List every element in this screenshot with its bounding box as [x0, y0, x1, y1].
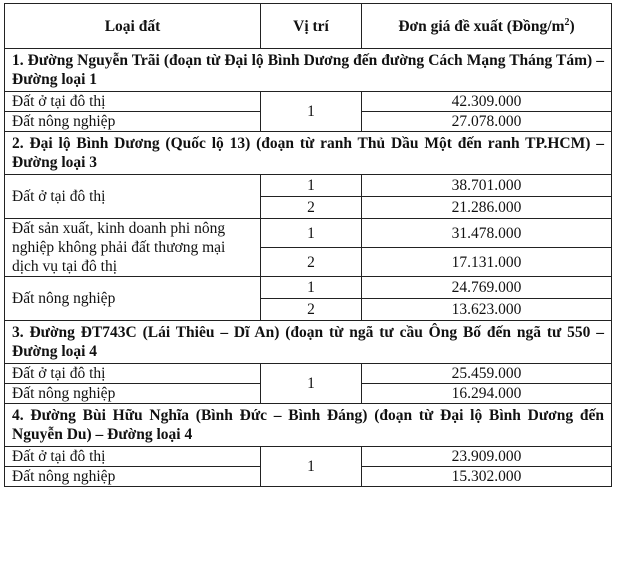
- position-cell: 1: [261, 175, 362, 197]
- table-row: [5, 364, 612, 384]
- price-cell: 16.294.000: [362, 384, 612, 404]
- table-row: [5, 447, 612, 467]
- position-cell: 1: [261, 219, 362, 248]
- section-title: 1. Đường Nguyễn Trãi (đoạn từ Đại lộ Bình Dương đến đường Cách Mạng Tháng Tám) – Đường loại 1: [5, 49, 612, 92]
- land-type-cell: Đất nông nghiệp: [5, 384, 261, 404]
- header-land-type: Loại đất: [5, 4, 261, 49]
- land-type-cell: Đất ở tại đô thị: [5, 92, 261, 112]
- header-price-close: ): [569, 17, 575, 35]
- table-row: [5, 277, 612, 299]
- position-cell: 1: [261, 364, 362, 404]
- section-1-title-row: [5, 49, 612, 92]
- table-row: [5, 219, 612, 248]
- land-type-cell: Đất ở tại đô thị: [5, 175, 261, 219]
- price-cell: 38.701.000: [362, 175, 612, 197]
- position-cell: 2: [261, 248, 362, 277]
- land-type-cell: Đất nông nghiệp: [5, 277, 261, 321]
- position-cell: 1: [261, 277, 362, 299]
- land-type-cell: Đất ở tại đô thị: [5, 364, 261, 384]
- price-cell: 13.623.000: [362, 299, 612, 321]
- table-row: [5, 92, 612, 112]
- position-cell: 2: [261, 299, 362, 321]
- price-cell: 27.078.000: [362, 112, 612, 132]
- price-cell: 17.131.000: [362, 248, 612, 277]
- price-cell: 42.309.000: [362, 92, 612, 112]
- price-cell: 21.286.000: [362, 197, 612, 219]
- header-position: Vị trí: [261, 4, 362, 49]
- land-type-cell: Đất nông nghiệp: [5, 112, 261, 132]
- header-price-text: Đơn giá đề xuất (Đồng/m: [398, 17, 565, 35]
- header-unit-price: [362, 4, 612, 49]
- price-cell: 15.302.000: [362, 467, 612, 487]
- header-row: [5, 4, 612, 49]
- land-type-cell: Đất sản xuất, kinh doanh phi nông nghiệp không phải đất thương mại dịch vụ tại đô thị: [5, 219, 261, 277]
- table-row: [5, 175, 612, 197]
- section-2-title-row: [5, 132, 612, 175]
- land-price-table: [4, 3, 612, 487]
- section-3-title-row: [5, 321, 612, 364]
- land-type-cell: Đất ở tại đô thị: [5, 447, 261, 467]
- price-cell: 31.478.000: [362, 219, 612, 248]
- price-cell: 23.909.000: [362, 447, 612, 467]
- position-cell: 1: [261, 447, 362, 487]
- land-type-cell: Đất nông nghiệp: [5, 467, 261, 487]
- price-cell: 24.769.000: [362, 277, 612, 299]
- section-title: 4. Đường Bùi Hữu Nghĩa (Bình Đức – Bình Đáng) (đoạn từ Đại lộ Bình Dương đến Nguyễn Du) – Đường loại 4: [5, 404, 612, 447]
- position-cell: 1: [261, 92, 362, 132]
- section-4-title-row: [5, 404, 612, 447]
- price-cell: 25.459.000: [362, 364, 612, 384]
- section-title: 3. Đường ĐT743C (Lái Thiêu – Dĩ An) (đoạn từ ngã tư cầu Ông Bố đến ngã tư 550 – Đường loại 4: [5, 321, 612, 364]
- section-title: 2. Đại lộ Bình Dương (Quốc lộ 13) (đoạn từ ranh Thủ Dầu Một đến ranh TP.HCM) – Đường loại 3: [5, 132, 612, 175]
- position-cell: 2: [261, 197, 362, 219]
- header-price-superscript: 2: [564, 16, 570, 28]
